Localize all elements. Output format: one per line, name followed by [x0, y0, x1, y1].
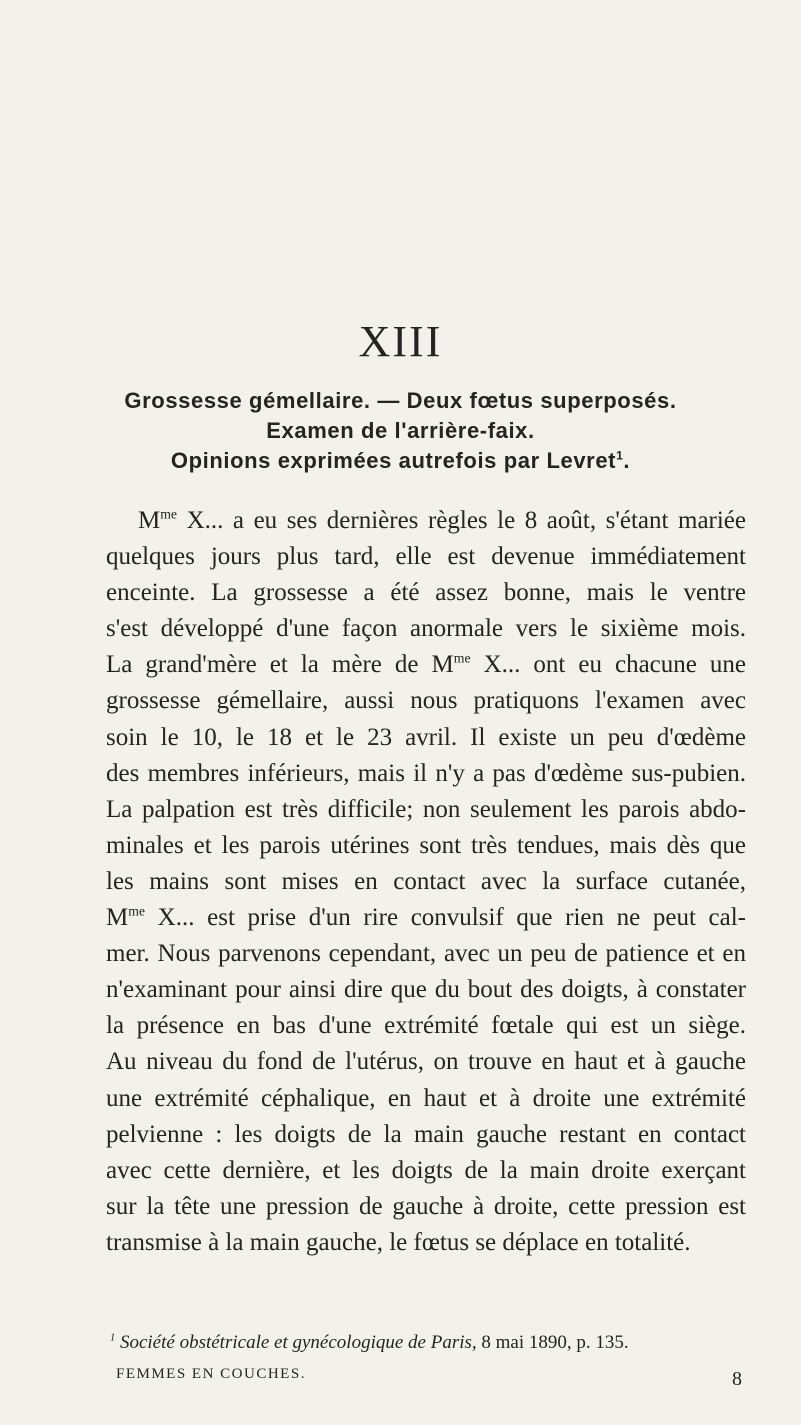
footnote-citation: 8 mai 1890, p. 135. [476, 1332, 629, 1353]
body-line: transmise à la main gauche, le fœtus se déplace en totalité. [106, 1228, 691, 1256]
chapter-heading-line-1: Grossesse gémellaire. — Deux fœtus superposés. [124, 388, 677, 413]
printer-signature-label: FEMMES EN COUCHES. [116, 1366, 306, 1382]
body-line: des membres inférieurs, mais il n'y a pas d'œdème sus-pubien. [106, 759, 746, 787]
body-line: sur la tête une pression de gauche à droite, cette pression est [106, 1192, 746, 1220]
body-line: une extrémité céphalique, en haut et à droite une extrémité [106, 1084, 746, 1112]
footnote [110, 1332, 770, 1354]
chapter-number: XIII [358, 317, 443, 366]
body-line: les mains sont mises en contact avec la surface cutanée, [106, 867, 746, 895]
chapter-heading-line-3 [0, 446, 801, 476]
body-line: s'est développé d'une façon anormale vers le sixième mois. [106, 615, 746, 643]
chapter-heading-line-3-text: Opinions exprimées autrefois par Levret [170, 448, 617, 473]
body-line: mer. Nous parvenons cependant, avec un peu de patience et en [106, 940, 746, 968]
body-line: Au niveau du fond de l'utérus, on trouve en haut et à gauche [106, 1048, 746, 1076]
body-line: pelvienne : les doigts de la main gauche restant en contact [106, 1120, 746, 1148]
body-line: la présence en bas d'une extrémité fœtale qui est un siège. [106, 1012, 746, 1040]
body-line: avec cette dernière, et les doigts de la main droite exerçant [106, 1156, 746, 1184]
body-paragraph [106, 503, 746, 1261]
body-line: La grand'mère et la mère de $M^{me}$ X... ont eu chacune une [106, 651, 746, 679]
printer-signature-number: 8 [732, 1368, 742, 1390]
body-line: minales et les parois utérines sont très tendues, mais dès que [106, 831, 746, 859]
footnote-marker: 1 [110, 1332, 116, 1344]
chapter-heading-line-3-end: . [623, 448, 631, 473]
chapter-heading-line-2: Examen de l'arrière-faix. [266, 418, 535, 443]
body-line: La palpation est très difficile; non seulement les parois abdo- [106, 795, 746, 823]
body-line: quelques jours plus tard, elle est devenue immédiatement [106, 543, 746, 571]
body-line: n'examinant pour ainsi dire que du bout des doigts, à constater [106, 976, 746, 1004]
footnote-source: Société obstétricale et gynécologique de Paris, [119, 1332, 477, 1353]
footnote-reference: 1 [616, 448, 624, 463]
body-line: grossesse gémellaire, aussi nous pratiquons l'examen avec [106, 687, 746, 715]
body-line: $M^{me}$ X... est prise d'un rire convulsif que rien ne peut cal- [106, 903, 746, 932]
body-line: enceinte. La grossesse a été assez bonne, mais le ventre [106, 579, 746, 607]
body-line: soin le 10, le 18 et le 23 avril. Il existe un peu d'œdème [106, 723, 746, 751]
body-line: $M^{me}$ X... a eu ses dernières règles le 8 août, s'étant mariée [138, 506, 746, 534]
